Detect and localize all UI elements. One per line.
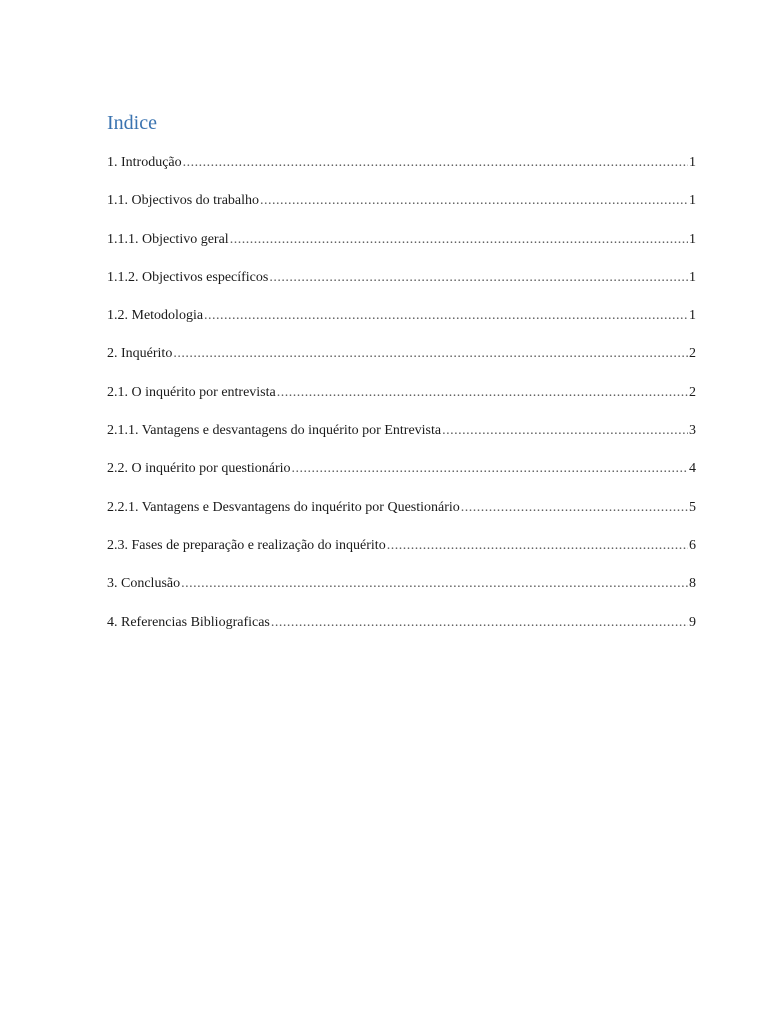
dot-leader	[204, 306, 688, 326]
toc-entry-label: 4. Referencias Bibliograficas	[107, 614, 270, 630]
toc-entry[interactable]	[107, 459, 696, 497]
toc-entry-page: 5	[689, 499, 696, 515]
dot-leader	[271, 613, 688, 633]
toc-entry-page: 4	[689, 461, 696, 477]
toc-entry[interactable]	[107, 536, 696, 574]
dot-leader	[260, 191, 688, 211]
toc-entry-page: 8	[689, 576, 696, 592]
toc-entry-page: 3	[689, 423, 696, 439]
toc-entry-page: 6	[689, 537, 696, 553]
dot-leader	[230, 230, 688, 250]
toc-entry[interactable]	[107, 191, 696, 229]
toc-entry-label: 2.2.1. Vantagens e Desvantagens do inquérito por Questionário	[107, 499, 460, 515]
toc-entry-label: 2.2. O inquérito por questionário	[107, 461, 291, 477]
toc-entry[interactable]	[107, 230, 696, 268]
toc-entry[interactable]	[107, 344, 696, 382]
table-of-contents	[107, 153, 696, 651]
toc-entry[interactable]	[107, 268, 696, 306]
dot-leader	[183, 153, 688, 173]
toc-entry-label: 2. Inquérito	[107, 346, 173, 362]
toc-entry-label: 1.1.2. Objectivos específicos	[107, 269, 269, 285]
toc-entry-page: 2	[689, 384, 696, 400]
toc-entry-label: 3. Conclusão	[107, 576, 181, 592]
dot-leader	[292, 459, 688, 479]
dot-leader	[173, 344, 688, 364]
dot-leader	[181, 574, 688, 594]
toc-entry-page: 1	[689, 269, 696, 285]
toc-entry-label: 1.1.1. Objectivo geral	[107, 231, 229, 247]
toc-entry-label: 1.2. Metodologia	[107, 308, 204, 324]
toc-entry-label: 1.1. Objectivos do trabalho	[107, 193, 260, 209]
dot-leader	[277, 383, 688, 403]
toc-entry-page: 9	[689, 614, 696, 630]
toc-entry-page: 1	[689, 308, 696, 324]
toc-entry-page: 1	[689, 155, 696, 170]
dot-leader	[461, 498, 688, 518]
dot-leader	[442, 421, 688, 441]
toc-entry-page: 1	[689, 193, 696, 209]
dot-leader	[269, 268, 688, 288]
toc-entry-page: 2	[689, 346, 696, 362]
toc-entry-label: 2.1.1. Vantagens e desvantagens do inquérito por Entrevista	[107, 423, 442, 439]
toc-entry-label: 2.1. O inquérito por entrevista	[107, 384, 276, 400]
toc-entry[interactable]	[107, 574, 696, 612]
toc-entry-page: 1	[689, 231, 696, 247]
toc-entry[interactable]	[107, 613, 696, 651]
toc-entry[interactable]	[107, 498, 696, 536]
toc-entry[interactable]	[107, 306, 696, 344]
toc-heading: Indice	[107, 112, 157, 134]
toc-entry-label: 2.3. Fases de preparação e realização do inquérito	[107, 537, 386, 553]
toc-entry[interactable]	[107, 153, 696, 191]
toc-entry-label: 1. Introdução	[107, 155, 182, 170]
toc-entry[interactable]	[107, 383, 696, 421]
dot-leader	[387, 536, 688, 556]
toc-entry[interactable]	[107, 421, 696, 459]
